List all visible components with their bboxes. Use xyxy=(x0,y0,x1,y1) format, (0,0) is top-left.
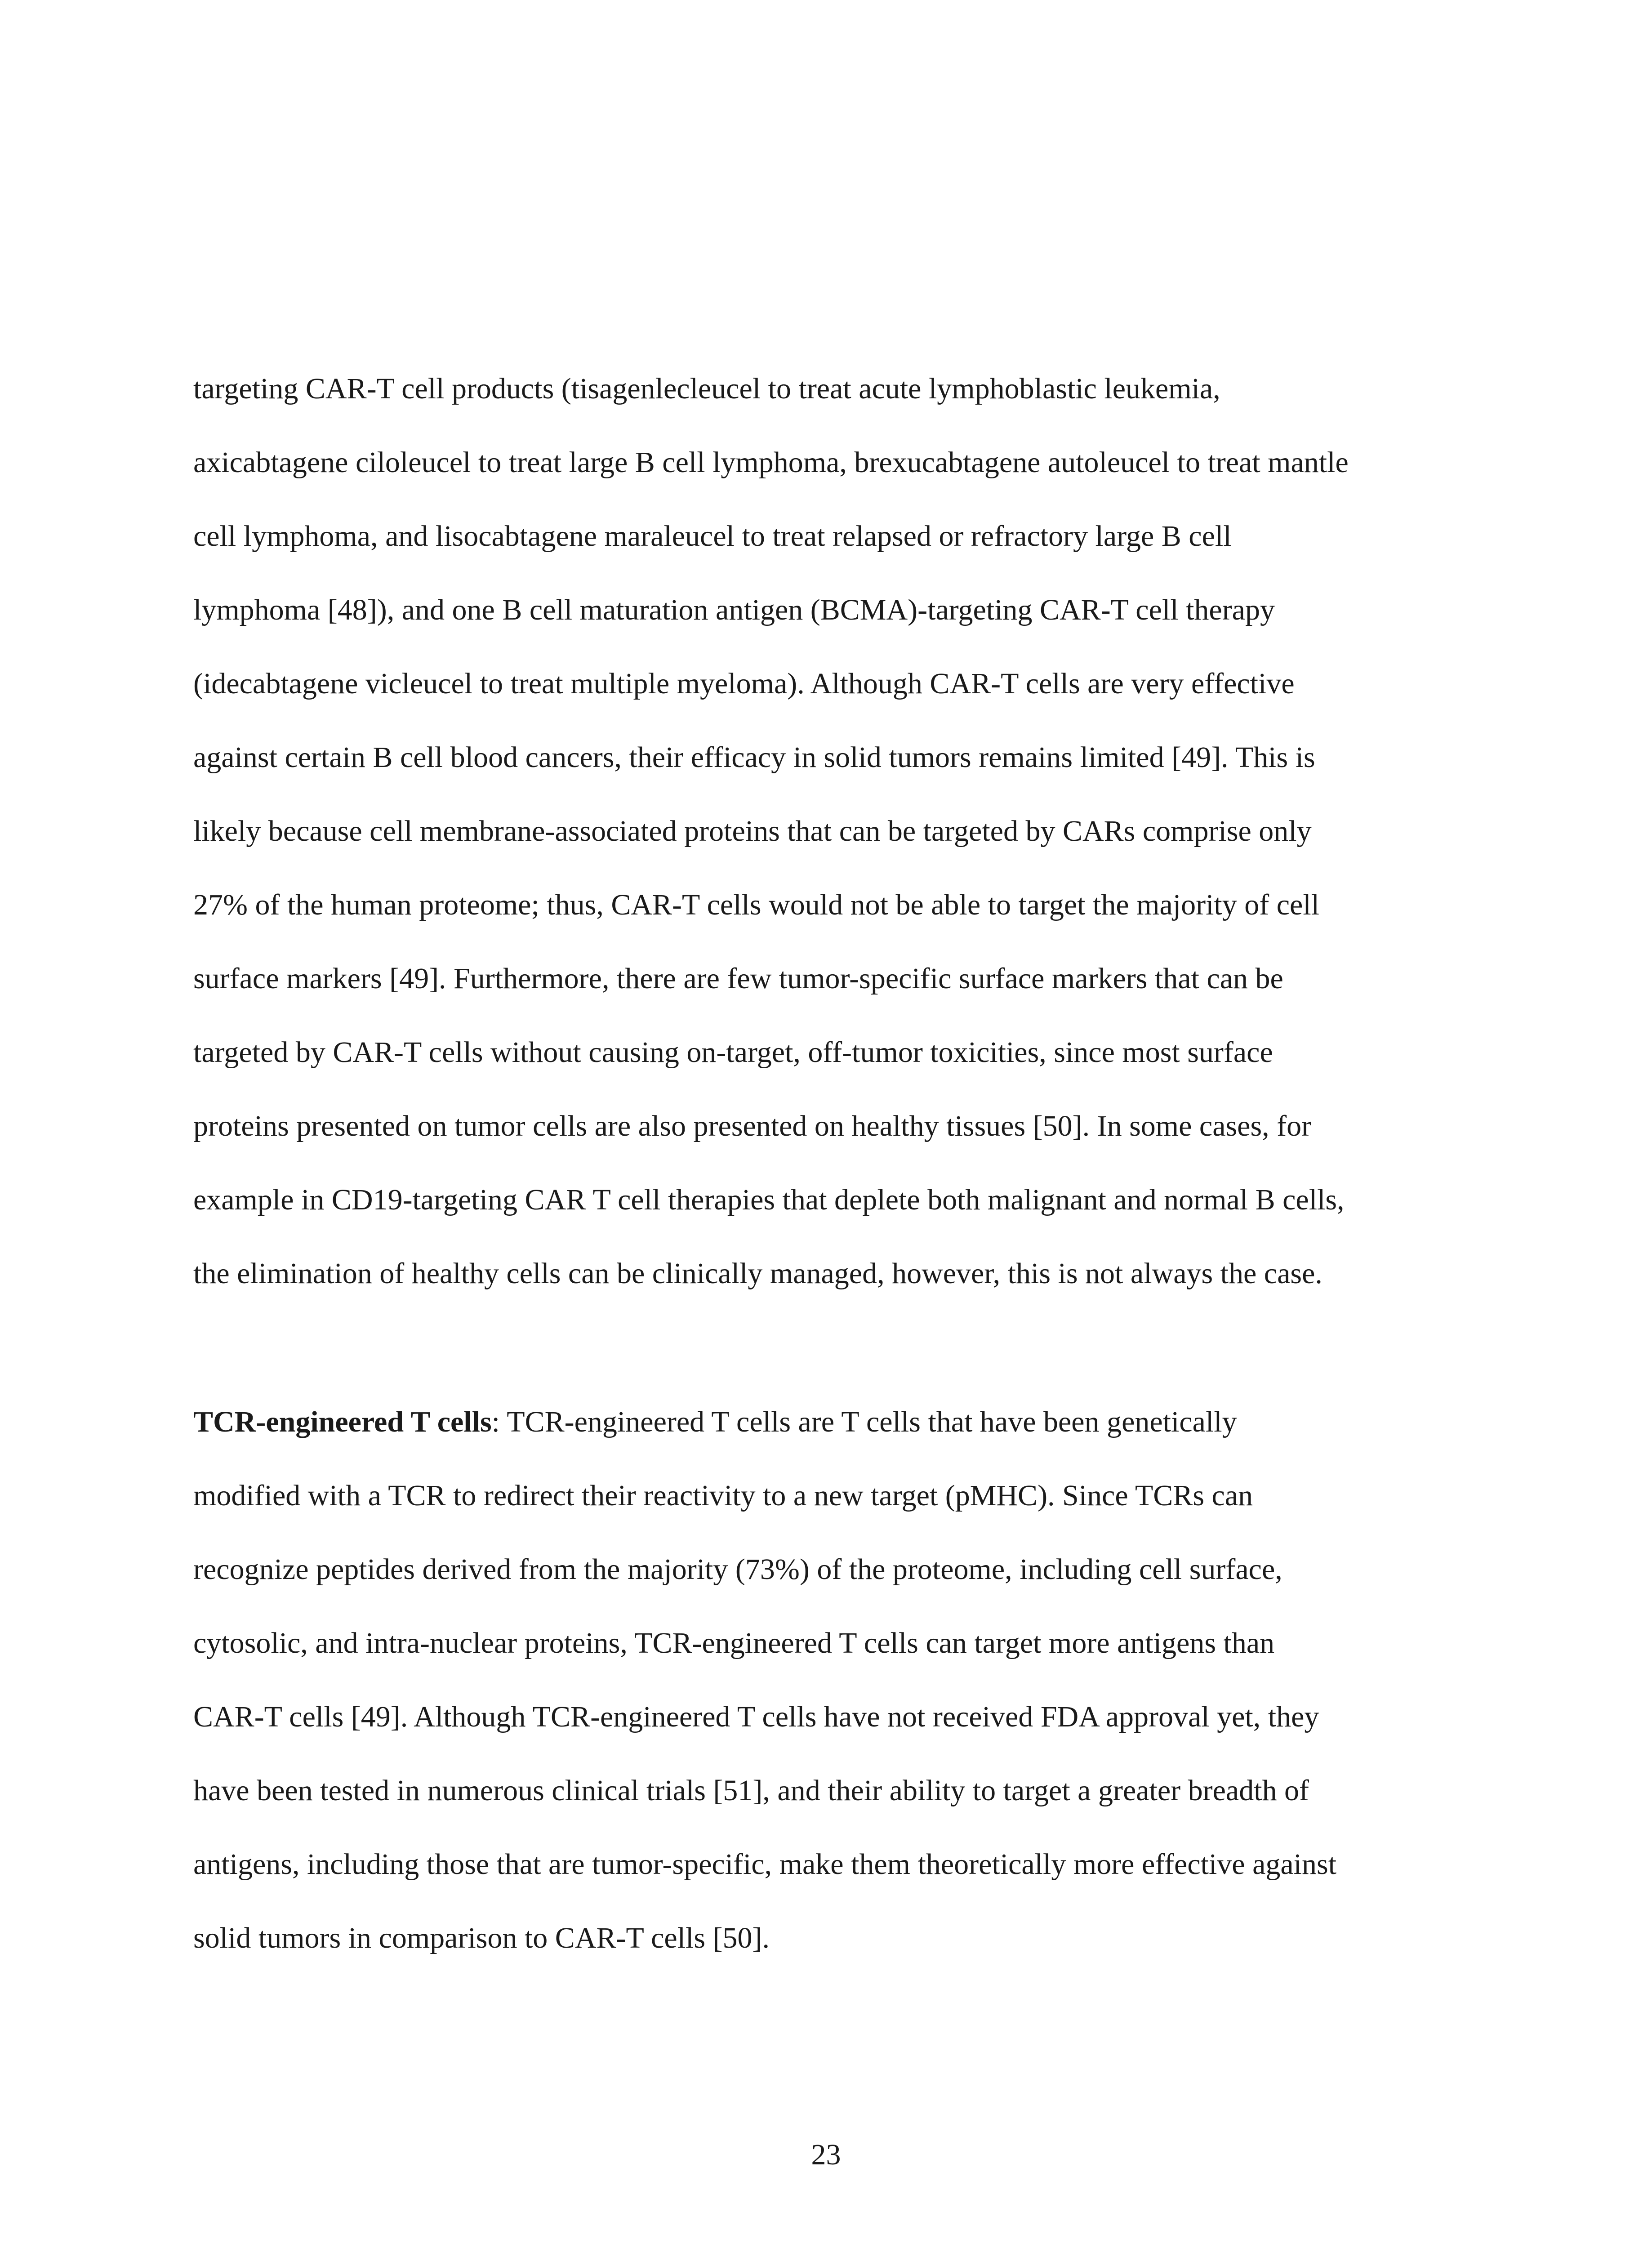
text-line: targeting CAR-T cell products (tisagenlecleucel to treat acute lymphoblastic leukemia, xyxy=(193,372,1220,405)
text-line: example in CD19-targeting CAR T cell therapies that deplete both malignant and normal B cells, xyxy=(193,1183,1345,1216)
text-line: modified with a TCR to redirect their reactivity to a new target (pMHC). Since TCRs can xyxy=(193,1479,1253,1512)
text-line: likely because cell membrane-associated proteins that can be targeted by CARs comprise only xyxy=(193,815,1312,847)
text-line: proteins presented on tumor cells are also presented on healthy tissues [50]. In some cases, for xyxy=(193,1110,1312,1142)
page-number: 23 xyxy=(811,2138,841,2171)
section-heading: TCR-engineered T cells xyxy=(193,1405,492,1438)
text-line: axicabtagene ciloleucel to treat large B cell lymphoma, brexucabtagene autoleucel to treat mantle xyxy=(193,446,1349,479)
text-line: lymphoma [48]), and one B cell maturation antigen (BCMA)-targeting CAR-T cell therapy xyxy=(193,593,1275,626)
text-line: the elimination of healthy cells can be clinically managed, however, this is not always the case. xyxy=(193,1257,1322,1290)
text-line: 27% of the human proteome; thus, CAR-T cells would not be able to target the majority of cell xyxy=(193,888,1320,921)
text-line: CAR-T cells [49]. Although TCR-engineered T cells have not received FDA approval yet, they xyxy=(193,1700,1319,1733)
text-line: cell lymphoma, and lisocabtagene maraleucel to treat relapsed or refractory large B cell xyxy=(193,520,1232,553)
text-line: solid tumors in comparison to CAR-T cells [50]. xyxy=(193,1922,770,1954)
text-line: antigens, including those that are tumor-specific, make them theoretically more effective against xyxy=(193,1848,1337,1881)
text-line: against certain B cell blood cancers, their efficacy in solid tumors remains limited [49]. This is xyxy=(193,741,1315,774)
text-line: surface markers [49]. Furthermore, there are few tumor-specific surface markers that can be xyxy=(193,962,1283,995)
text-line: recognize peptides derived from the majority (73%) of the proteome, including cell surface, xyxy=(193,1553,1282,1586)
text-line: cytosolic, and intra-nuclear proteins, TCR-engineered T cells can target more antigens than xyxy=(193,1627,1275,1659)
text-run: : TCR-engineered T cells are T cells that have been genetically xyxy=(491,1405,1237,1438)
text-line xyxy=(193,1407,1237,1437)
text-line: targeted by CAR-T cells without causing on-target, off-tumor toxicities, since most surface xyxy=(193,1036,1273,1069)
text-line: have been tested in numerous clinical trials [51], and their ability to target a greater breadth of xyxy=(193,1774,1309,1807)
text-line: (idecabtagene vicleucel to treat multiple myeloma). Although CAR-T cells are very effective xyxy=(193,667,1295,700)
